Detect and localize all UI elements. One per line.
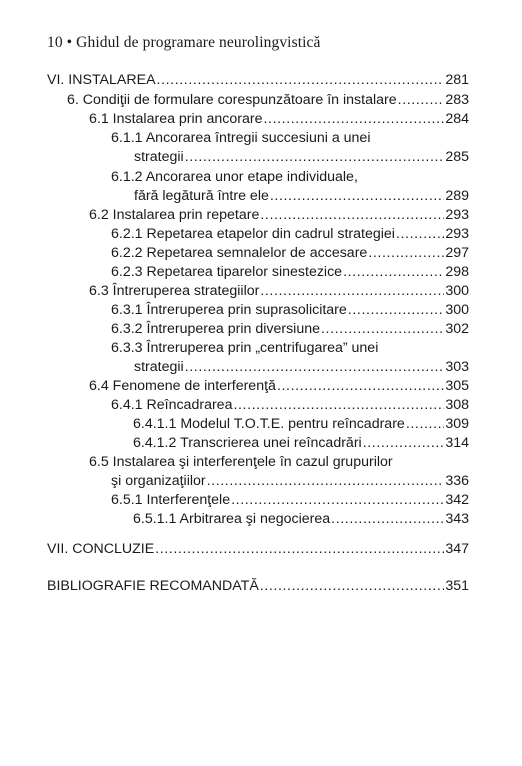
toc-entry-page: 351 bbox=[445, 578, 469, 594]
dot-leader bbox=[321, 320, 444, 339]
toc-entry-page: 300 bbox=[445, 283, 469, 299]
dot-leader bbox=[343, 263, 444, 282]
toc-entry-page: 302 bbox=[445, 321, 469, 337]
toc-entry-page: 305 bbox=[445, 378, 469, 394]
toc-entry-label-first-line: 6.1.1 Ancorarea întregii succesiuni a unei bbox=[111, 130, 371, 146]
toc-entry-label: 6.3.2 Întreruperea prin diversiune bbox=[111, 321, 320, 337]
toc-entry-page: 298 bbox=[445, 264, 469, 280]
toc-entry-label-first-line: 6.3.3 Întreruperea prin „centrifugarea” unei bbox=[111, 340, 379, 356]
toc-entry-label-first-line: 6.5 Instalarea şi interferenţele în cazul grupurilor bbox=[89, 454, 393, 470]
toc-entry[interactable] bbox=[89, 282, 469, 301]
toc-entry[interactable] bbox=[111, 320, 469, 339]
toc-entry-page: 283 bbox=[445, 92, 469, 108]
toc-entry-label: 6.2.3 Repetarea tiparelor sinestezice bbox=[111, 264, 343, 280]
toc-entry[interactable] bbox=[47, 577, 469, 596]
toc-entry-page: 289 bbox=[445, 188, 469, 204]
toc-entry-label: şi organizaţiilor bbox=[111, 473, 206, 489]
toc-entry-label: 6.5.1 Interferenţele bbox=[111, 492, 231, 508]
toc-entry-page: 300 bbox=[445, 302, 469, 318]
dot-leader bbox=[207, 472, 445, 491]
toc-entry[interactable] bbox=[111, 491, 469, 510]
toc-entry[interactable] bbox=[89, 377, 469, 396]
dot-leader bbox=[157, 71, 445, 90]
dot-leader bbox=[368, 244, 444, 263]
dot-leader bbox=[260, 577, 445, 596]
toc-entry[interactable] bbox=[133, 415, 469, 434]
toc-entry[interactable] bbox=[111, 301, 469, 320]
toc-entry[interactable] bbox=[89, 453, 469, 491]
toc-entry-page: 303 bbox=[445, 359, 469, 375]
dot-leader bbox=[260, 282, 444, 301]
toc-entry[interactable] bbox=[133, 510, 469, 529]
toc-entry[interactable] bbox=[111, 339, 469, 377]
toc-entry-page: 342 bbox=[445, 492, 469, 508]
toc-entry-label: 6.5.1.1 Arbitrarea şi negocierea bbox=[133, 511, 331, 527]
toc-entry[interactable] bbox=[111, 129, 469, 167]
dot-leader bbox=[185, 358, 445, 377]
toc-entry[interactable] bbox=[67, 91, 469, 110]
toc-entry-page: 343 bbox=[445, 511, 469, 527]
toc-entry-label: strategii bbox=[134, 149, 184, 165]
toc-entry-label: 6.1 Instalarea prin ancorare bbox=[89, 111, 263, 127]
dot-leader bbox=[398, 91, 445, 110]
toc-entry[interactable] bbox=[89, 110, 469, 129]
toc-entry[interactable] bbox=[111, 263, 469, 282]
toc-entry-label: BIBLIOGRAFIE RECOMANDATĂ bbox=[47, 578, 259, 594]
toc-entry-label: 6.4.1.1 Modelul T.O.T.E. pentru reîncadrare bbox=[133, 416, 405, 432]
dot-leader bbox=[348, 301, 445, 320]
toc-entry[interactable] bbox=[111, 168, 469, 206]
toc-entry-label: VII. CONCLUZIE bbox=[47, 541, 155, 557]
toc-entry-page: 308 bbox=[445, 397, 469, 413]
dot-leader bbox=[396, 225, 444, 244]
dot-leader bbox=[233, 396, 444, 415]
dot-leader bbox=[155, 540, 444, 559]
toc-entry-label: 6.2.2 Repetarea semnalelor de accesare bbox=[111, 245, 368, 261]
toc-entry-page: 285 bbox=[445, 149, 469, 165]
toc-entry-page: 281 bbox=[445, 72, 469, 88]
toc-entry-label: 6.2.1 Repetarea etapelor din cadrul strategiei bbox=[111, 226, 395, 242]
toc-entry-label-first-line: 6.1.2 Ancorarea unor etape individuale, bbox=[111, 169, 358, 185]
toc-entry[interactable] bbox=[111, 396, 469, 415]
toc-entry-page: 293 bbox=[445, 226, 469, 242]
toc-entry-label: 6.4.1 Reîncadrarea bbox=[111, 397, 233, 413]
toc-entry[interactable] bbox=[111, 225, 469, 244]
dot-leader bbox=[331, 510, 444, 529]
dot-leader bbox=[277, 377, 444, 396]
toc-entry-page: 314 bbox=[445, 435, 469, 451]
toc-entry-label: 6.3.1 Întreruperea prin suprasolicitare bbox=[111, 302, 347, 318]
dot-leader bbox=[264, 110, 445, 129]
toc-entry-label: 6.2 Instalarea prin repetare bbox=[89, 207, 260, 223]
dot-leader bbox=[270, 187, 444, 206]
toc-entry-page: 336 bbox=[445, 473, 469, 489]
toc-entry-label: 6.3 Întreruperea strategiilor bbox=[89, 283, 260, 299]
toc-entry[interactable] bbox=[47, 540, 469, 559]
toc-entry-page: 347 bbox=[445, 541, 469, 557]
toc-entry[interactable] bbox=[47, 71, 469, 90]
toc-entry-label: VI. INSTALAREA bbox=[47, 72, 156, 88]
toc-entry-page: 293 bbox=[445, 207, 469, 223]
dot-leader bbox=[260, 206, 444, 225]
toc-entry[interactable] bbox=[111, 244, 469, 263]
toc-entry-label: fără legătură între ele bbox=[134, 188, 269, 204]
running-head: 10 • Ghidul de programare neurolingvistică bbox=[47, 34, 321, 51]
dot-leader bbox=[406, 415, 445, 434]
toc-entry-page: 309 bbox=[445, 416, 469, 432]
toc-entry-page: 284 bbox=[445, 111, 469, 127]
dot-leader bbox=[363, 434, 445, 453]
toc-entry-label: 6. Condiţii de formulare corespunzătoare în instalare bbox=[67, 92, 397, 108]
dot-leader bbox=[185, 148, 445, 167]
toc-entry-label: 6.4 Fenomene de interferenţă bbox=[89, 378, 276, 394]
toc-entry[interactable] bbox=[89, 206, 469, 225]
dot-leader bbox=[231, 491, 444, 510]
toc-entry[interactable] bbox=[133, 434, 469, 453]
toc-entry-label: 6.4.1.2 Transcrierea unei reîncadrări bbox=[133, 435, 362, 451]
toc-entry-page: 297 bbox=[445, 245, 469, 261]
toc-entry-label: strategii bbox=[134, 359, 184, 375]
